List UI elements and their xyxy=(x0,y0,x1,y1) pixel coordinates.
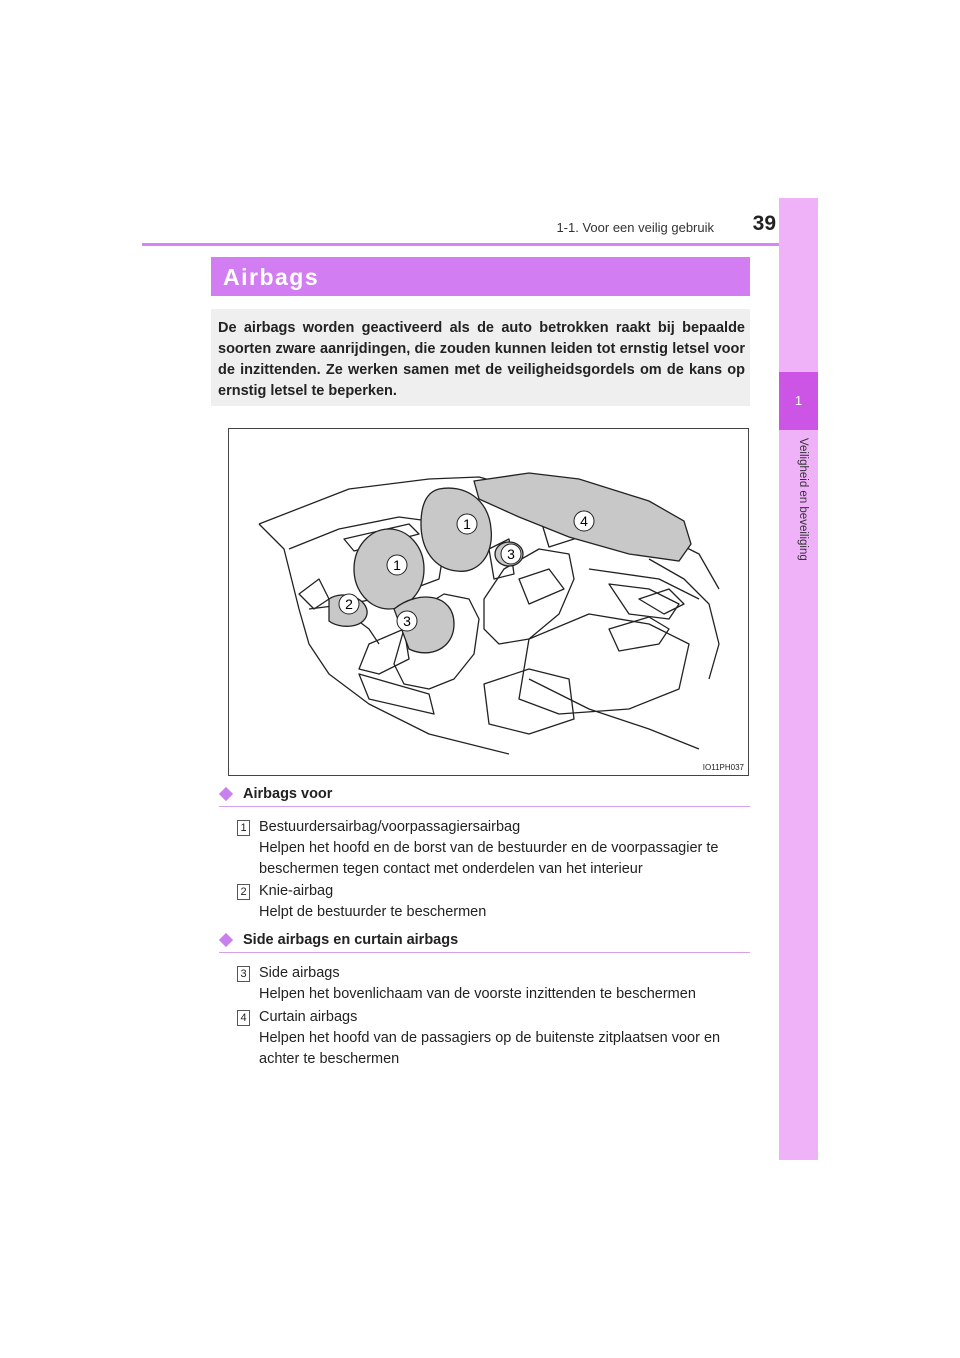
chapter-number-tab[interactable]: 1 xyxy=(779,372,818,430)
car-interior-drawing xyxy=(229,429,748,775)
callout-label: 3 xyxy=(403,613,411,629)
subheading-text: Side airbags en curtain airbags xyxy=(243,932,459,948)
subheading-side-curtain-airbags xyxy=(219,932,750,953)
callout-label: 2 xyxy=(345,596,353,612)
airbag-illustration xyxy=(228,428,749,776)
item-number: 1 xyxy=(237,820,250,836)
intro-box xyxy=(211,309,750,406)
item-title: Bestuurdersairbag/voorpassagiersairbag xyxy=(259,819,521,835)
item-title: Curtain airbags xyxy=(259,1009,358,1025)
list-item xyxy=(237,817,752,880)
callout-label: 1 xyxy=(393,557,401,573)
chapter-side-tab xyxy=(779,198,818,1160)
callout-label: 1 xyxy=(463,516,471,532)
item-title: Side airbags xyxy=(259,965,340,981)
diamond-bullet-icon xyxy=(219,787,233,801)
callout-label: 3 xyxy=(507,546,515,562)
item-description: Helpen het hoofd en de borst van de bestuurder en de voorpassagier te beschermen tegen contact met onderdelen van het interieur xyxy=(259,840,719,877)
item-number: 2 xyxy=(237,884,250,900)
item-title: Knie-airbag xyxy=(259,883,334,899)
running-header-section: 1-1. Voor een veilig gebruik xyxy=(556,220,714,235)
header-rule xyxy=(142,243,818,246)
page-title: Airbags xyxy=(223,264,320,290)
diamond-bullet-icon xyxy=(219,933,233,947)
callout-label: 4 xyxy=(580,513,588,529)
figure-code: IO11PH037 xyxy=(702,763,744,772)
item-description: Helpt de bestuurder te beschermen xyxy=(259,904,487,920)
chapter-label: Veiligheid en beveiliging xyxy=(797,438,809,561)
item-number: 4 xyxy=(237,1010,250,1026)
item-description: Helpen het hoofd van de passagiers op de buitenste zitplaatsen voor en achter te beschermen xyxy=(259,1030,721,1067)
list-item xyxy=(237,1007,752,1070)
subheading-airbags-voor xyxy=(219,786,750,807)
subheading-text: Airbags voor xyxy=(243,786,333,802)
item-number: 3 xyxy=(237,966,250,982)
intro-text: De airbags worden geactiveerd als de auto betrokken raakt bij bepaalde soorten zware aanrijdingen, die zouden kunnen leiden tot ernstig letsel voor de inzittenden. Ze werken samen met de veiligheidsgordels om de kans op ernstig letsel te beperken. xyxy=(218,320,745,399)
list-item xyxy=(237,881,752,923)
page-number: 39 xyxy=(752,212,776,235)
item-description: Helpen het bovenlichaam van de voorste inzittenden te beschermen xyxy=(259,986,696,1002)
list-item xyxy=(237,963,752,1005)
section-title-bar xyxy=(211,257,750,296)
